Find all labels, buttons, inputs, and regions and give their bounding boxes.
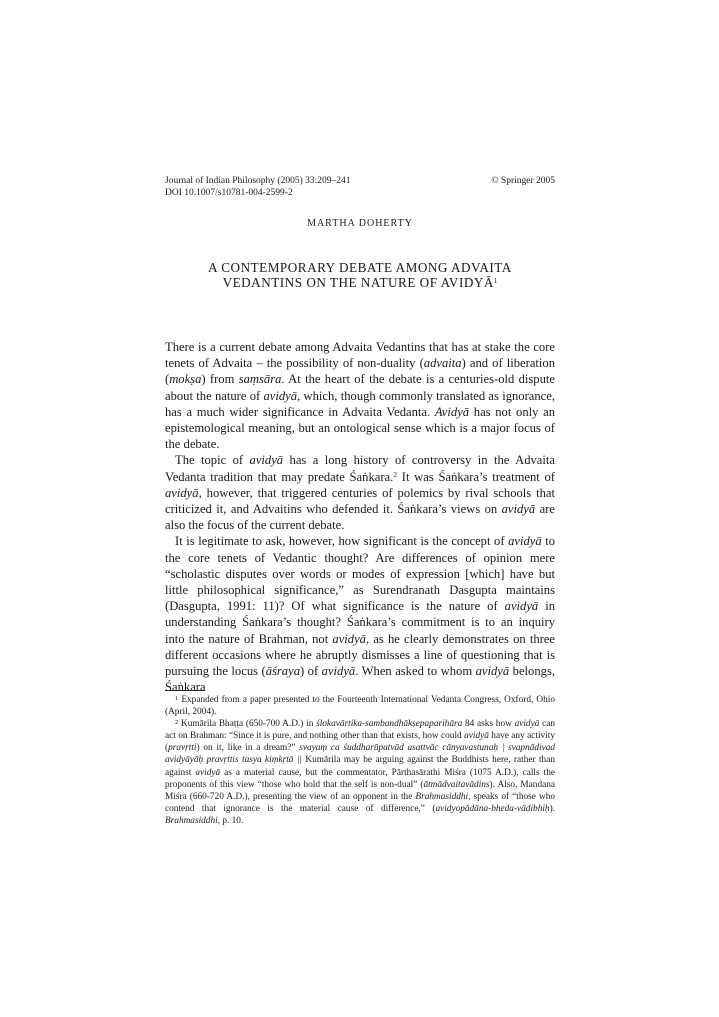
author-name: MARTHA DOHERTY bbox=[307, 218, 413, 229]
copyright-notice: © Springer 2005 bbox=[491, 176, 555, 186]
journal-line bbox=[165, 175, 555, 187]
paragraph: The topic of avidyā has a long history of controversy in the Advaita Vedanta tradition that may predate Śaṅkara.$^2$ It was Śaṅkara’s treatment of avidyā, however, that triggered centuries of polemics by rival schools that criticized it, and Advaitins who defended it. Śaṅkara’s views on avidyā are also the focus of the current debate. bbox=[165, 453, 556, 533]
paragraph: It is legitimate to ask, however, how significant is the concept of avidyā to the core tenets of Vedantic thought? Are differences of opinion mere “scholastic disputes over words or modes of expression [which] have but little philosophical significance,” as Surendranath Dasgupta maintains (Dasgupta, 1991: 11)? Of what significance is the nature of avidyā in understanding Śaṅkara’s thought? Śaṅkara’s commitment is to an inquiry into the nature of Brahman, not avidyā, as he clearly demonstrates on three different occasions where he abruptly dismisses a line of questioning that is pursuing the locus (āśraya) of avidyā. When asked to whom avidyā belongs, Śaṅkara bbox=[165, 534, 556, 695]
body-text bbox=[165, 339, 555, 695]
footnote-rule bbox=[165, 690, 205, 691]
title-line-1: A CONTEMPORARY DEBATE AMONG ADVAITA bbox=[208, 260, 512, 275]
paragraph: There is a current debate among Advaita Vedantins that has at stake the core tenets of Advaita – the possibility of non-duality (advaita) and of liberation (mokṣa) from saṃsāra. At the heart of the debate is a centuries-old dispute about the nature of avidyā, which, though commonly translated as ignorance, has a much wider significance in Advaita Vedanta. Avidyā has not only an epistemological meaning, but an ontological sense which is a major focus of the debate. bbox=[165, 340, 555, 452]
footnote: $^2$ Kumārila Bhaṭṭa (650-700 A.D.) in ślokavārtika-sambandhākṣepaparihāra 84 asks how avidyā can act on Brahman: “Since it is pure, and nothing other than that exists, how could avidyā have any activity (pravṛtti) on it, like in a dream?” svayaṃ ca śuddharūpatvād asattvāc cānyavastunaḥ | svapnādivad avidyāyāḥ pravṛttis tasya kiṃkṛtā || Kumārila may be arguing against the Buddhists here, rather than against avidyā as a material cause, but the commentator, Pārthasārathi Miśra (1075 A.D.), calls the proponents of this view “those who hold that the self is non-dual” (ātmādvaitavādins). Also, Mandana Miśra (660-720 A.D.), presenting the view of an opponent in the Brahmasiddhi, speaks of “those who contend that ignorance is the material cause of difference,” (avidyopādāna-bheda-vādibhiḥ). Brahmasiddhi, p. 10. bbox=[165, 719, 555, 826]
title-footnote-ref[interactable]: 1 bbox=[493, 277, 498, 285]
footnotes bbox=[165, 694, 555, 827]
paper-title bbox=[165, 260, 555, 290]
title-line-2 bbox=[165, 275, 555, 290]
title-line-2-text: VEDANTINS ON THE NATURE OF AVIDYĀ bbox=[222, 275, 494, 290]
footnote: $^1$ Expanded from a paper presented to the Fourteenth International Vedanta Congress, Oxford, Ohio (April, 2004). bbox=[165, 695, 555, 718]
running-header bbox=[165, 175, 555, 199]
journal-citation: Journal of Indian Philosophy (2005) 33:209–241 bbox=[165, 176, 351, 186]
doi: DOI 10.1007/s10781-004-2599-2 bbox=[165, 188, 293, 198]
